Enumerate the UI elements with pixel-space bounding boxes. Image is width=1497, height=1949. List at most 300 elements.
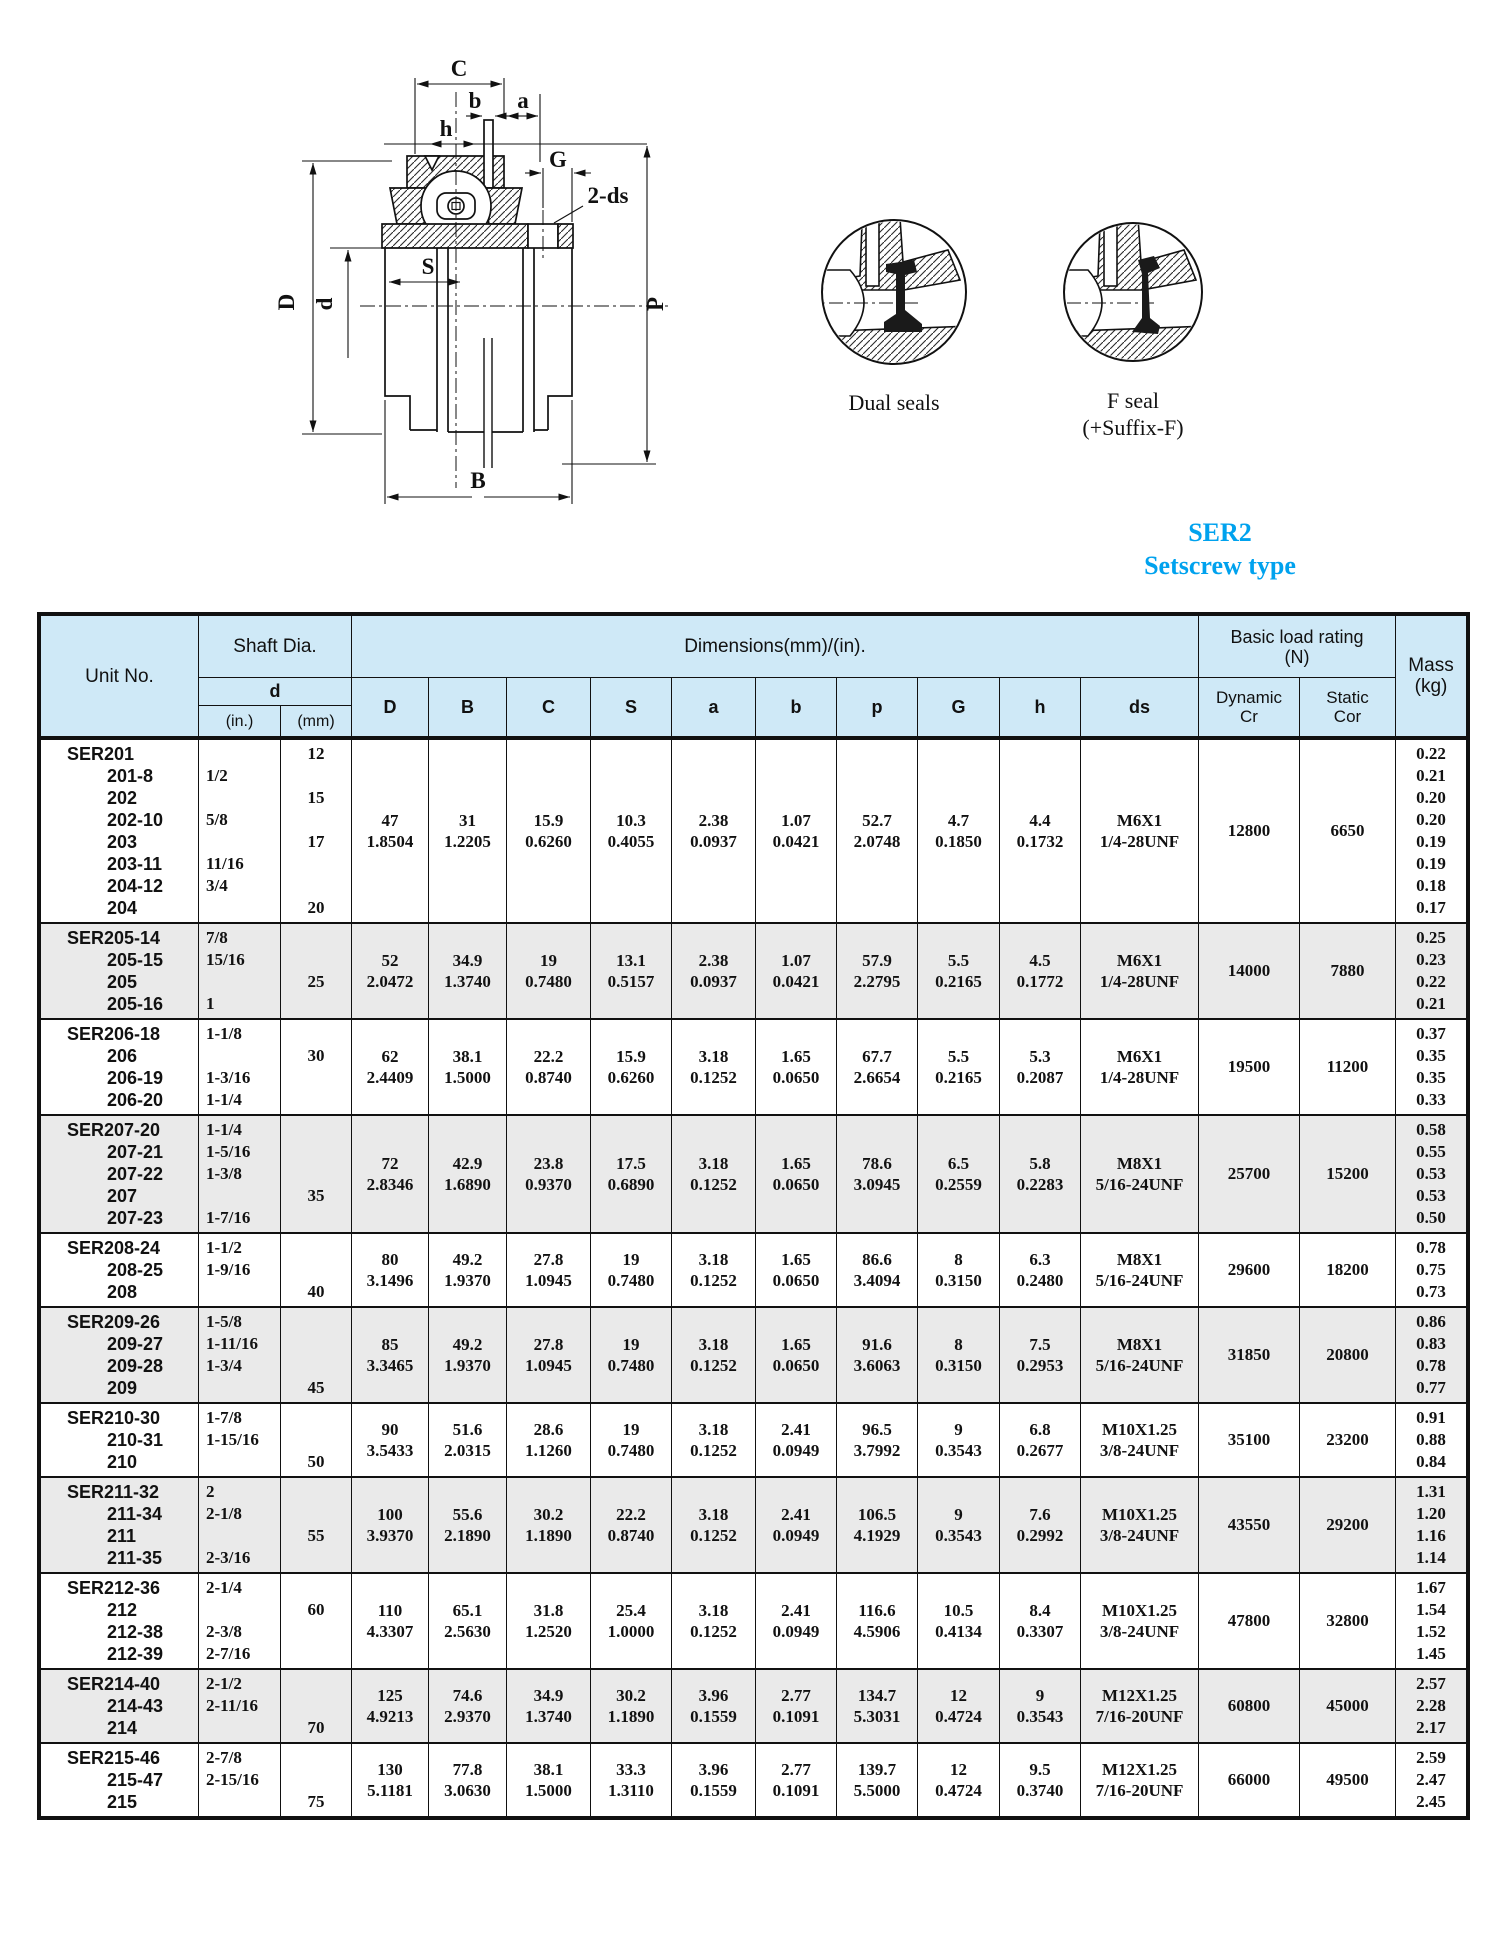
- unit-no-cell: [41, 740, 199, 922]
- shaft-dia-in-cell: [199, 1020, 281, 1114]
- unit-no: 212: [107, 1600, 138, 1620]
- dim-a-mm-value: 3.18: [698, 1420, 729, 1439]
- dim-B-cell: [429, 1234, 507, 1306]
- f-seal-caption-line1: F seal: [1107, 388, 1159, 413]
- unit-no: 211-34: [107, 1504, 163, 1524]
- dim-G-cell: [918, 1308, 1000, 1402]
- dim-D-in-value: 3.1496: [366, 1271, 414, 1290]
- dim-ds-mm-value: M6X1: [1116, 811, 1163, 830]
- dim-b-in-value: 0.0949: [772, 1622, 820, 1641]
- dim-p-mm-value: 91.6: [862, 1335, 892, 1354]
- dim-h-in-value: 0.2087: [1016, 1068, 1064, 1087]
- spec-table: [37, 612, 1470, 1820]
- mass-value: 0.33: [1416, 1090, 1446, 1109]
- shaft-dia-mm-value: [281, 1481, 351, 1503]
- dim-b-in-value: 0.0949: [772, 1526, 820, 1545]
- static-cor-cell: [1300, 1478, 1396, 1572]
- dim-a-in-value: 0.1559: [690, 1707, 737, 1726]
- dim-B-mm-value: 55.6: [452, 1505, 483, 1524]
- unit-no: 204-12: [107, 876, 164, 896]
- dim-a-mm-value: 3.18: [698, 1335, 729, 1354]
- unit-no: SER201: [67, 744, 135, 764]
- unit-no-cell: [41, 1308, 199, 1402]
- unit-no: SER215-46: [67, 1748, 161, 1768]
- mass-cell: [1396, 1020, 1466, 1114]
- shaft-dia-in-value: 1-1/4: [206, 1090, 242, 1109]
- mass-value: 0.19: [1416, 854, 1446, 873]
- dim-B-cell: [429, 1744, 507, 1816]
- dim-S-mm-value: 25.4: [616, 1601, 646, 1620]
- shaft-dia-mm-cell: [281, 924, 352, 1018]
- dim-b-cell: [756, 924, 837, 1018]
- unit-no-cell: [41, 1670, 199, 1742]
- dim-S-in-value: 1.3110: [608, 1781, 654, 1800]
- mass-cell: [1396, 1404, 1466, 1476]
- dim-G-cell: [918, 1404, 1000, 1476]
- dim-h-cell: [1000, 1020, 1081, 1114]
- dim-G-cell: [918, 740, 1000, 922]
- dim-C-mm-value: 15.9: [533, 811, 564, 830]
- mass-value: 2.47: [1416, 1770, 1446, 1789]
- unit-no: 209-28: [107, 1356, 164, 1376]
- dim-G-in-value: 0.3150: [935, 1356, 982, 1375]
- mass-value: 0.35: [1416, 1046, 1446, 1065]
- dual-seals-detail-drawing: [800, 214, 988, 370]
- dim-b-cell: [756, 1234, 837, 1306]
- dim-S-in-value: 1.1890: [607, 1707, 655, 1726]
- mass-cell: [1396, 1234, 1466, 1306]
- mass-value: 0.91: [1416, 1408, 1446, 1427]
- dim-b-in-value: 0.0650: [772, 1068, 820, 1087]
- unit-no: 203-11: [107, 854, 163, 874]
- dim-B-cell: [429, 1308, 507, 1402]
- unit-no-cell: [41, 1404, 199, 1476]
- spec-table-header: [41, 616, 1466, 740]
- dim-ds-cell: [1081, 1234, 1199, 1306]
- dim-C-in-value: 0.7480: [525, 972, 572, 991]
- mass-value: 0.55: [1416, 1142, 1446, 1161]
- dim-D-mm-value: 100: [377, 1505, 403, 1524]
- dim-D-mm-value: 125: [377, 1686, 403, 1705]
- dim-b-in-value: 0.0650: [772, 1175, 820, 1194]
- f-seal-caption: [1040, 387, 1226, 441]
- dim-p-in-value: 3.7992: [853, 1441, 901, 1460]
- dim-p-in-value: 3.4094: [853, 1271, 901, 1290]
- dynamic-cr-cell: [1199, 1020, 1300, 1114]
- dynamic-cr-cell: [1199, 1574, 1300, 1668]
- dim-label-B: B: [470, 468, 486, 493]
- dim-label-C: C: [450, 56, 468, 81]
- shaft-dia-mm-value: [281, 1747, 351, 1769]
- unit-no-cell: [41, 1478, 199, 1572]
- static-cor-value: 6650: [1330, 821, 1365, 840]
- mass-cell: [1396, 924, 1466, 1018]
- dim-h-cell: [1000, 924, 1081, 1018]
- dim-p-mm-value: 134.7: [857, 1686, 897, 1705]
- dim-ds-in-value: 7/16-20UNF: [1095, 1781, 1184, 1800]
- shaft-dia-mm-value: [281, 875, 351, 897]
- dim-S-mm-value: 30.2: [616, 1686, 646, 1705]
- dim-ds-cell: [1081, 740, 1199, 922]
- mass-value: 0.86: [1416, 1312, 1446, 1331]
- dim-p-cell: [837, 1670, 918, 1742]
- shaft-dia-mm-value: [281, 1207, 351, 1229]
- shaft-dia-in-cell: [199, 1308, 281, 1402]
- table-row-group: [41, 922, 1466, 1018]
- dim-C-cell: [507, 924, 591, 1018]
- dynamic-cr-value: 19500: [1227, 1057, 1271, 1076]
- unit-no: 209: [107, 1378, 138, 1398]
- unit-no: 210-31: [107, 1430, 164, 1450]
- dim-C-mm-value: 38.1: [533, 1760, 564, 1779]
- shaft-dia-in-value: 3/4: [206, 876, 228, 895]
- static-cor-cell: [1300, 1116, 1396, 1232]
- shaft-dia-in-value: [199, 897, 280, 919]
- static-cor-value: 20800: [1326, 1345, 1369, 1364]
- shaft-dia-in-value: [199, 831, 280, 853]
- dim-ds-cell: [1081, 1308, 1199, 1402]
- dim-b-in-value: 0.1091: [772, 1707, 820, 1726]
- dim-S-mm-value: 22.2: [616, 1505, 646, 1524]
- dim-b-mm-value: 1.07: [781, 811, 811, 830]
- shaft-dia-in-value: [199, 1791, 280, 1813]
- dim-C-cell: [507, 1670, 591, 1742]
- unit-no: SER208-24: [67, 1238, 161, 1258]
- shaft-dia-in-value: [199, 1599, 280, 1621]
- shaft-dia-in-value: [199, 1451, 280, 1473]
- unit-no: 210: [107, 1452, 138, 1472]
- unit-no: 214: [107, 1718, 138, 1738]
- shaft-dia-mm-value: [281, 1023, 351, 1045]
- dynamic-cr-cell: [1199, 740, 1300, 922]
- shaft-dia-mm-value: [281, 1695, 351, 1717]
- dim-S-cell: [591, 1234, 672, 1306]
- shaft-dia-mm-value: 60: [307, 1600, 325, 1619]
- dim-h-cell: [1000, 1574, 1081, 1668]
- dim-a-cell: [672, 1574, 756, 1668]
- dim-S-mm-value: 13.1: [616, 951, 646, 970]
- dim-h-cell: [1000, 1670, 1081, 1742]
- dim-D-in-value: 2.0472: [366, 972, 414, 991]
- unit-no: 207-22: [107, 1164, 164, 1184]
- dim-S-in-value: 0.6260: [607, 1068, 655, 1087]
- col-header-G: G: [918, 678, 1000, 736]
- dim-D-cell: [352, 1308, 429, 1402]
- dim-S-mm-value: 19: [622, 1420, 640, 1439]
- static-cor-cell: [1300, 924, 1396, 1018]
- dim-p-in-value: 5.3031: [853, 1707, 901, 1726]
- dim-a-in-value: 0.1559: [690, 1781, 737, 1800]
- unit-no: 201-8: [107, 766, 154, 786]
- dual-seals-caption: Dual seals: [848, 390, 940, 415]
- shaft-dia-mm-value: 15: [307, 788, 325, 807]
- dim-S-mm-value: 19: [622, 1335, 640, 1354]
- dim-b-mm-value: 1.65: [781, 1250, 811, 1269]
- mass-value: 2.17: [1416, 1718, 1446, 1737]
- unit-no: 206: [107, 1046, 138, 1066]
- dim-label-G: G: [549, 147, 567, 172]
- dim-a-mm-value: 3.18: [698, 1047, 729, 1066]
- shaft-dia-in-value: 1-7/8: [206, 1408, 242, 1427]
- col-header-mm: (mm): [281, 706, 352, 736]
- unit-no: 209-27: [107, 1334, 164, 1354]
- dynamic-cr-cell: [1199, 1404, 1300, 1476]
- unit-no: 206-20: [107, 1090, 164, 1110]
- dim-b-cell: [756, 1478, 837, 1572]
- dim-D-cell: [352, 1574, 429, 1668]
- dim-ds-cell: [1081, 924, 1199, 1018]
- dim-h-cell: [1000, 1234, 1081, 1306]
- mass-line2: (kg): [1414, 676, 1448, 697]
- load-rating-line1: Basic load rating: [1230, 626, 1364, 647]
- dynamic-cr-cell: [1199, 1478, 1300, 1572]
- shaft-dia-mm-cell: [281, 1234, 352, 1306]
- dim-G-mm-value: 6.5: [947, 1154, 970, 1173]
- dim-p-cell: [837, 1478, 918, 1572]
- shaft-dia-mm-value: [281, 1355, 351, 1377]
- col-header-dynamic-cr: [1199, 678, 1300, 736]
- table-row-group: [41, 1742, 1466, 1816]
- dim-B-in-value: 3.0630: [444, 1781, 491, 1800]
- shaft-dia-mm-value: 75: [307, 1792, 325, 1811]
- dim-B-cell: [429, 1116, 507, 1232]
- dim-G-mm-value: 8: [954, 1250, 963, 1269]
- unit-no: SER210-30: [67, 1408, 161, 1428]
- dim-h-cell: [1000, 740, 1081, 922]
- dim-C-cell: [507, 1404, 591, 1476]
- dim-C-cell: [507, 1116, 591, 1232]
- dim-a-mm-value: 3.18: [698, 1601, 729, 1620]
- dim-C-in-value: 1.1260: [525, 1441, 572, 1460]
- shaft-dia-in-value: 2-3/8: [206, 1622, 242, 1641]
- dim-D-mm-value: 90: [381, 1420, 399, 1439]
- shaft-dia-mm-value: 35: [307, 1186, 325, 1205]
- dim-D-in-value: 3.9370: [366, 1526, 414, 1545]
- dim-B-in-value: 2.1890: [444, 1526, 491, 1545]
- dim-a-mm-value: 3.18: [698, 1505, 729, 1524]
- shaft-dia-mm-value: [281, 1407, 351, 1429]
- dim-a-mm-value: 2.38: [698, 811, 729, 830]
- shaft-dia-in-value: 1-1/4: [206, 1120, 242, 1139]
- unit-no-cell: [41, 1574, 199, 1668]
- dim-C-cell: [507, 1020, 591, 1114]
- dim-B-in-value: 1.5000: [444, 1068, 491, 1087]
- shaft-dia-mm-value: [281, 1769, 351, 1791]
- unit-no: SER209-26: [67, 1312, 161, 1332]
- dim-G-cell: [918, 924, 1000, 1018]
- dynamic-cr-value: 25700: [1227, 1164, 1271, 1183]
- shaft-dia-mm-cell: [281, 1020, 352, 1114]
- shaft-dia-mm-value: [281, 1643, 351, 1665]
- dim-G-mm-value: 5.5: [947, 1047, 970, 1066]
- dim-S-in-value: 1.0000: [607, 1622, 655, 1641]
- dimension-lines: [302, 78, 656, 504]
- col-header-B: B: [429, 678, 507, 736]
- dim-ds-cell: [1081, 1478, 1199, 1572]
- shaft-dia-in-value: 1/2: [206, 766, 228, 785]
- dim-a-mm-value: 3.96: [698, 1686, 729, 1705]
- f-seal-detail-drawing: [1040, 216, 1226, 368]
- dim-S-cell: [591, 1574, 672, 1668]
- dim-h-cell: [1000, 1116, 1081, 1232]
- dim-a-mm-value: 3.96: [698, 1760, 729, 1779]
- dim-ds-mm-value: M10X1.25: [1101, 1505, 1178, 1524]
- dim-S-cell: [591, 1116, 672, 1232]
- dynamic-cr-value: 31850: [1227, 1345, 1271, 1364]
- shaft-dia-mm-value: 12: [307, 744, 325, 763]
- unit-no: 214-43: [107, 1696, 164, 1716]
- dim-D-mm-value: 52: [381, 951, 399, 970]
- dim-h-in-value: 0.2677: [1016, 1441, 1064, 1460]
- dim-ds-cell: [1081, 1574, 1199, 1668]
- dim-D-cell: [352, 740, 429, 922]
- shaft-dia-mm-cell: [281, 1308, 352, 1402]
- unit-no-cell: [41, 924, 199, 1018]
- dim-G-mm-value: 10.5: [943, 1601, 974, 1620]
- mass-value: 0.84: [1416, 1452, 1446, 1471]
- table-row-group: [41, 1306, 1466, 1402]
- static-cor-cell: [1300, 1020, 1396, 1114]
- dim-label-S: S: [421, 254, 435, 279]
- dim-h-cell: [1000, 1308, 1081, 1402]
- mass-value: 0.20: [1416, 788, 1446, 807]
- dim-G-in-value: 0.3543: [935, 1441, 982, 1460]
- dim-label-P: P: [643, 296, 668, 312]
- dim-G-mm-value: 9: [954, 1505, 963, 1524]
- dim-B-mm-value: 74.6: [452, 1686, 483, 1705]
- mass-value: 0.22: [1416, 744, 1446, 763]
- shaft-dia-mm-value: 50: [307, 1452, 325, 1471]
- col-header-in: (in.): [199, 706, 281, 736]
- static-cor-value: 29200: [1326, 1515, 1369, 1534]
- shaft-dia-mm-value: 20: [307, 898, 325, 917]
- dynamic-cr-cell: [1199, 924, 1300, 1018]
- dim-a-cell: [672, 1116, 756, 1232]
- mass-value: 2.45: [1416, 1792, 1446, 1811]
- dim-a-in-value: 0.0937: [690, 972, 737, 991]
- dim-G-cell: [918, 1670, 1000, 1742]
- dim-B-cell: [429, 1574, 507, 1668]
- table-row-group: [41, 1232, 1466, 1306]
- dim-G-in-value: 0.4724: [935, 1781, 982, 1800]
- dim-D-in-value: 3.3465: [366, 1356, 414, 1375]
- dim-a-cell: [672, 1020, 756, 1114]
- shaft-dia-mm-cell: [281, 1574, 352, 1668]
- dim-p-in-value: 5.5000: [853, 1781, 901, 1800]
- dim-G-mm-value: 5.5: [947, 951, 970, 970]
- shaft-dia-mm-value: [281, 853, 351, 875]
- dynamic-cr-value: 29600: [1227, 1260, 1271, 1279]
- dim-p-in-value: 4.1929: [853, 1526, 901, 1545]
- mass-cell: [1396, 1478, 1466, 1572]
- dim-b-mm-value: 2.77: [781, 1686, 811, 1705]
- dim-B-cell: [429, 740, 507, 922]
- shaft-dia-in-value: 7/8: [206, 928, 228, 947]
- shaft-dia-mm-value: [281, 809, 351, 831]
- dim-h-in-value: 0.2992: [1016, 1526, 1064, 1545]
- dim-C-in-value: 0.6260: [525, 832, 572, 851]
- dim-C-cell: [507, 740, 591, 922]
- shaft-dia-in-value: 2-7/16: [206, 1644, 251, 1663]
- dim-B-cell: [429, 1478, 507, 1572]
- shaft-dia-in-value: [199, 1525, 280, 1547]
- table-row-group: [41, 1402, 1466, 1476]
- dim-ds-in-value: 5/16-24UNF: [1095, 1356, 1184, 1375]
- mass-value: 0.25: [1416, 928, 1446, 947]
- unit-no: 207-21: [107, 1142, 164, 1162]
- dim-B-mm-value: 31: [459, 811, 476, 830]
- dim-ds-mm-value: M8X1: [1116, 1250, 1163, 1269]
- dim-p-mm-value: 96.5: [862, 1420, 892, 1439]
- spec-table-body: [41, 740, 1466, 1816]
- dim-a-in-value: 0.1252: [690, 1356, 737, 1375]
- dim-S-cell: [591, 1670, 672, 1742]
- shaft-dia-in-value: 1-7/16: [206, 1208, 251, 1227]
- mass-value: 0.22: [1416, 972, 1446, 991]
- dim-p-cell: [837, 1234, 918, 1306]
- dim-C-in-value: 1.5000: [525, 1781, 572, 1800]
- mass-value: 0.35: [1416, 1068, 1446, 1087]
- dim-G-in-value: 0.2165: [935, 972, 982, 991]
- shaft-dia-in-value: [199, 971, 280, 993]
- shaft-dia-mm-value: [281, 1577, 351, 1599]
- mass-value: 0.53: [1416, 1186, 1446, 1205]
- unit-no: 211-35: [107, 1548, 163, 1568]
- dim-a-cell: [672, 924, 756, 1018]
- dynamic-line1: Dynamic: [1215, 688, 1283, 707]
- col-header-unit-no: Unit No.: [41, 616, 199, 736]
- dim-p-cell: [837, 1404, 918, 1476]
- dim-B-cell: [429, 1670, 507, 1742]
- shaft-dia-in-value: 2-15/16: [206, 1770, 259, 1789]
- dim-D-cell: [352, 1404, 429, 1476]
- dim-h-mm-value: 6.3: [1029, 1250, 1051, 1269]
- dynamic-cr-value: 14000: [1227, 961, 1271, 980]
- dim-ds-cell: [1081, 1020, 1199, 1114]
- mass-value: 0.88: [1416, 1430, 1446, 1449]
- dim-b-cell: [756, 1744, 837, 1816]
- dim-p-in-value: 2.6654: [853, 1068, 901, 1087]
- mass-line1: Mass: [1408, 655, 1454, 676]
- centerlines: [360, 92, 668, 488]
- dim-B-mm-value: 65.1: [452, 1601, 483, 1620]
- dim-p-mm-value: 116.6: [858, 1601, 896, 1620]
- shaft-dia-in-value: 1-3/8: [206, 1164, 242, 1183]
- dim-C-mm-value: 34.9: [533, 1686, 564, 1705]
- dim-ds-in-value: 5/16-24UNF: [1095, 1175, 1184, 1194]
- dim-a-in-value: 0.0937: [690, 832, 737, 851]
- dim-S-mm-value: 33.3: [616, 1760, 646, 1779]
- shaft-dia-mm-value: [281, 1503, 351, 1525]
- static-cor-value: 49500: [1326, 1770, 1369, 1789]
- shaft-dia-mm-value: 70: [307, 1718, 325, 1737]
- dim-b-in-value: 0.0650: [772, 1356, 820, 1375]
- dim-C-mm-value: 27.8: [533, 1335, 564, 1354]
- dim-D-mm-value: 80: [381, 1250, 399, 1269]
- mass-value: 0.78: [1416, 1238, 1446, 1257]
- shaft-dia-mm-value: 55: [307, 1526, 325, 1545]
- col-header-p: p: [837, 678, 918, 736]
- dim-B-mm-value: 49.2: [452, 1250, 483, 1269]
- dim-p-mm-value: 106.5: [857, 1505, 897, 1524]
- dim-b-mm-value: 1.07: [781, 951, 811, 970]
- unit-no: 207: [107, 1186, 138, 1206]
- shaft-dia-in-value: 2-1/8: [206, 1504, 242, 1523]
- dim-D-cell: [352, 924, 429, 1018]
- mass-value: 0.19: [1416, 832, 1446, 851]
- dim-S-in-value: 0.4055: [607, 832, 655, 851]
- dim-label-b: b: [468, 88, 482, 113]
